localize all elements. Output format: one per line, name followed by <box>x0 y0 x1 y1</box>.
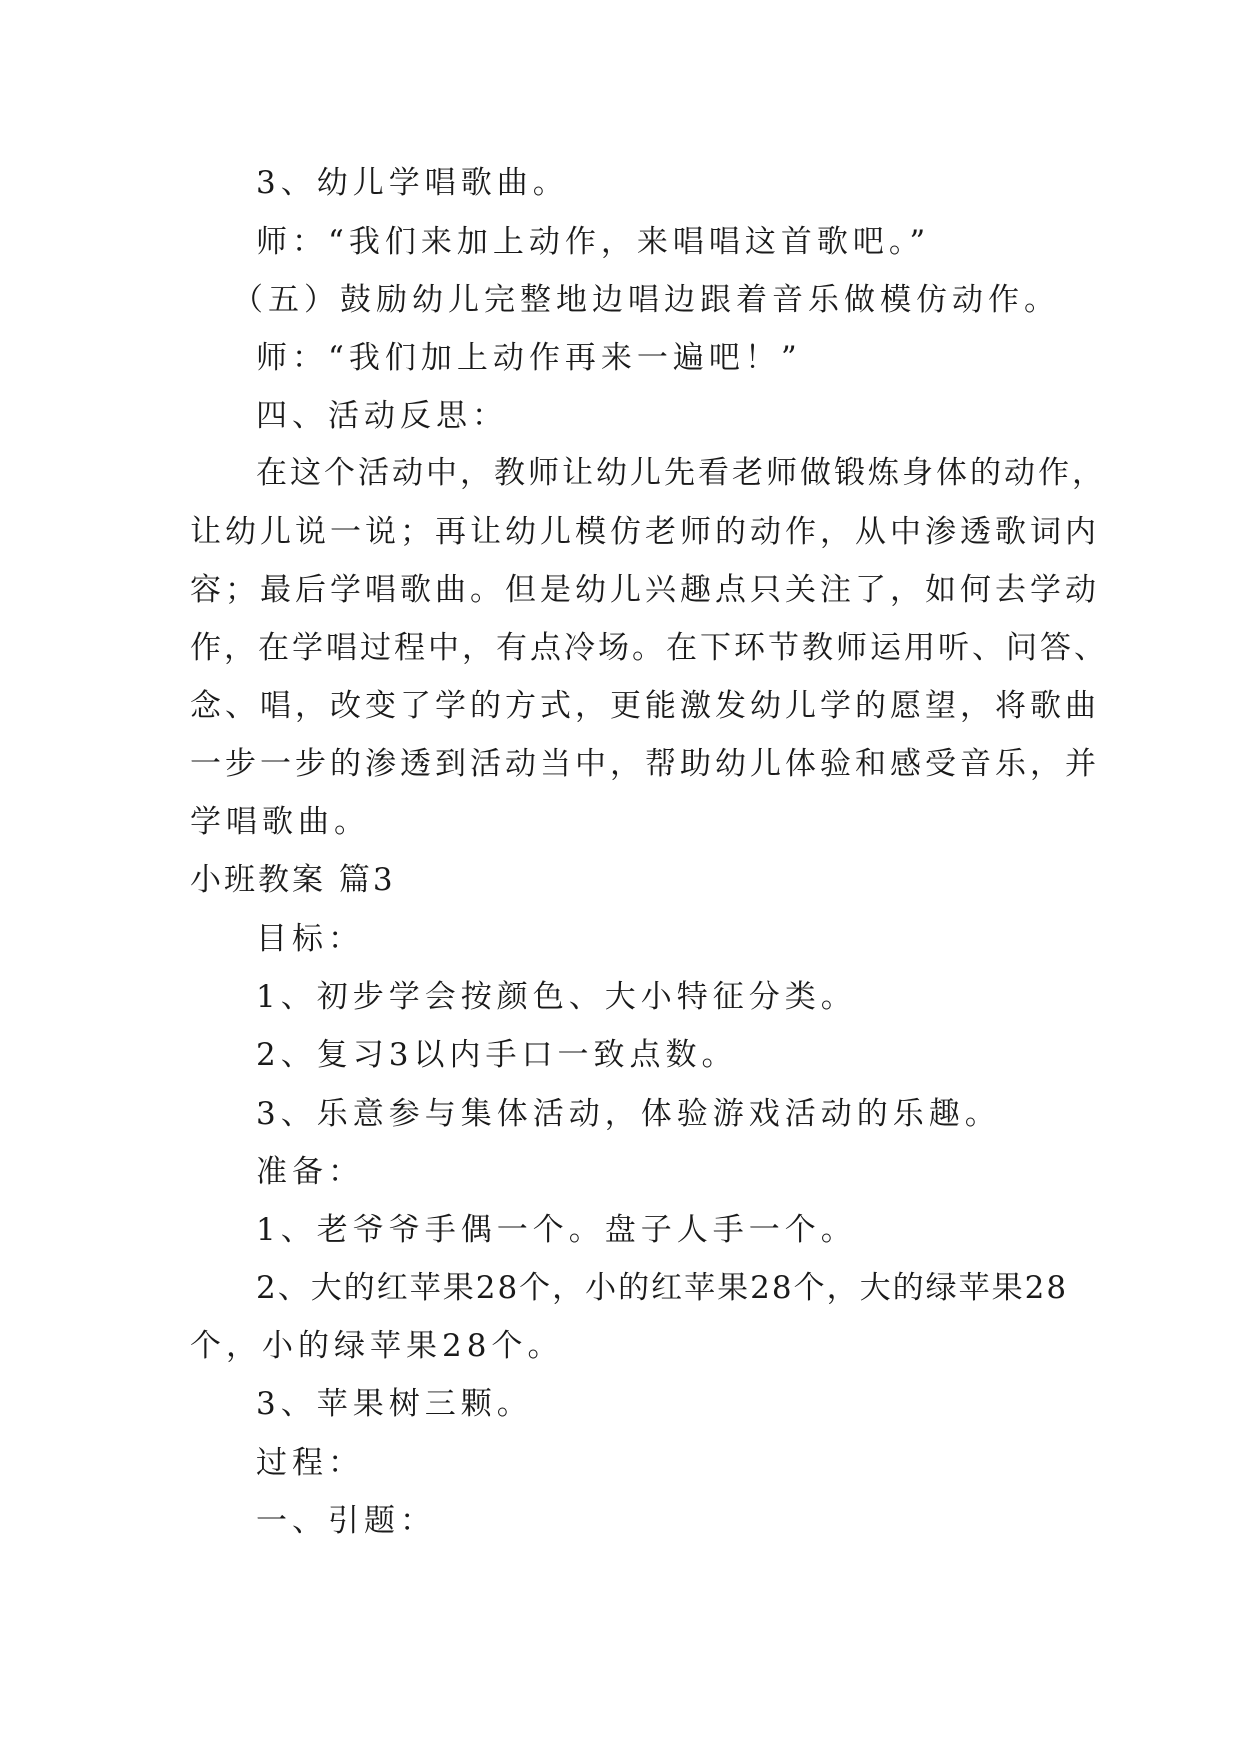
paragraph-line: 师：“我们加上动作再来一遍吧！” <box>256 340 802 376</box>
section-heading: 一、引题： <box>256 1503 436 1539</box>
paragraph-line: 学唱歌曲。 <box>190 804 370 840</box>
paragraph-line: 师：“我们来加上动作，来唱唱这首歌吧。” <box>256 224 931 260</box>
section-heading: 四、活动反思： <box>256 398 508 434</box>
section-heading: 过程： <box>256 1445 364 1481</box>
list-item: 3、苹果树三颗。 <box>256 1386 533 1422</box>
paragraph-line: 一步一步的渗透到活动当中，帮助幼儿体验和感受音乐，并 <box>190 746 1100 782</box>
list-item-continuation: 个，小的绿苹果28个。 <box>190 1328 564 1364</box>
list-item: 2、大的红苹果28个，小的红苹果28个，大的绿苹果28 <box>256 1270 1069 1306</box>
lesson-heading: 小班教案 篇3 <box>190 862 396 898</box>
paragraph-line: 念、唱，改变了学的方式，更能激发幼儿学的愿望，将歌曲 <box>190 688 1100 724</box>
section-heading: 目标： <box>256 921 364 957</box>
list-item: 3、乐意参与集体活动，体验游戏活动的乐趣。 <box>256 1096 1001 1132</box>
paragraph-line: 让幼儿说一说；再让幼儿模仿老师的动作，从中渗透歌词内 <box>190 514 1100 550</box>
section-heading: 准备： <box>256 1154 364 1190</box>
list-item: 1、初步学会按颜色、大小特征分类。 <box>256 979 857 1015</box>
paragraph-line: 容；最后学唱歌曲。但是幼儿兴趣点只关注了，如何去学动 <box>190 572 1100 608</box>
paragraph-line: 作，在学唱过程中，有点冷场。在下环节教师运用听、问答、 <box>190 630 1108 666</box>
paragraph-line: 在这个活动中，教师让幼儿先看老师做锻炼身体的动作， <box>256 455 1106 491</box>
paragraph-line: （五）鼓励幼儿完整地边唱边跟着音乐做模仿动作。 <box>232 282 1060 318</box>
list-item: 2、复习3以内手口一致点数。 <box>256 1037 738 1073</box>
paragraph-line: 3、幼儿学唱歌曲。 <box>256 165 569 201</box>
list-item: 1、老爷爷手偶一个。盘子人手一个。 <box>256 1212 857 1248</box>
